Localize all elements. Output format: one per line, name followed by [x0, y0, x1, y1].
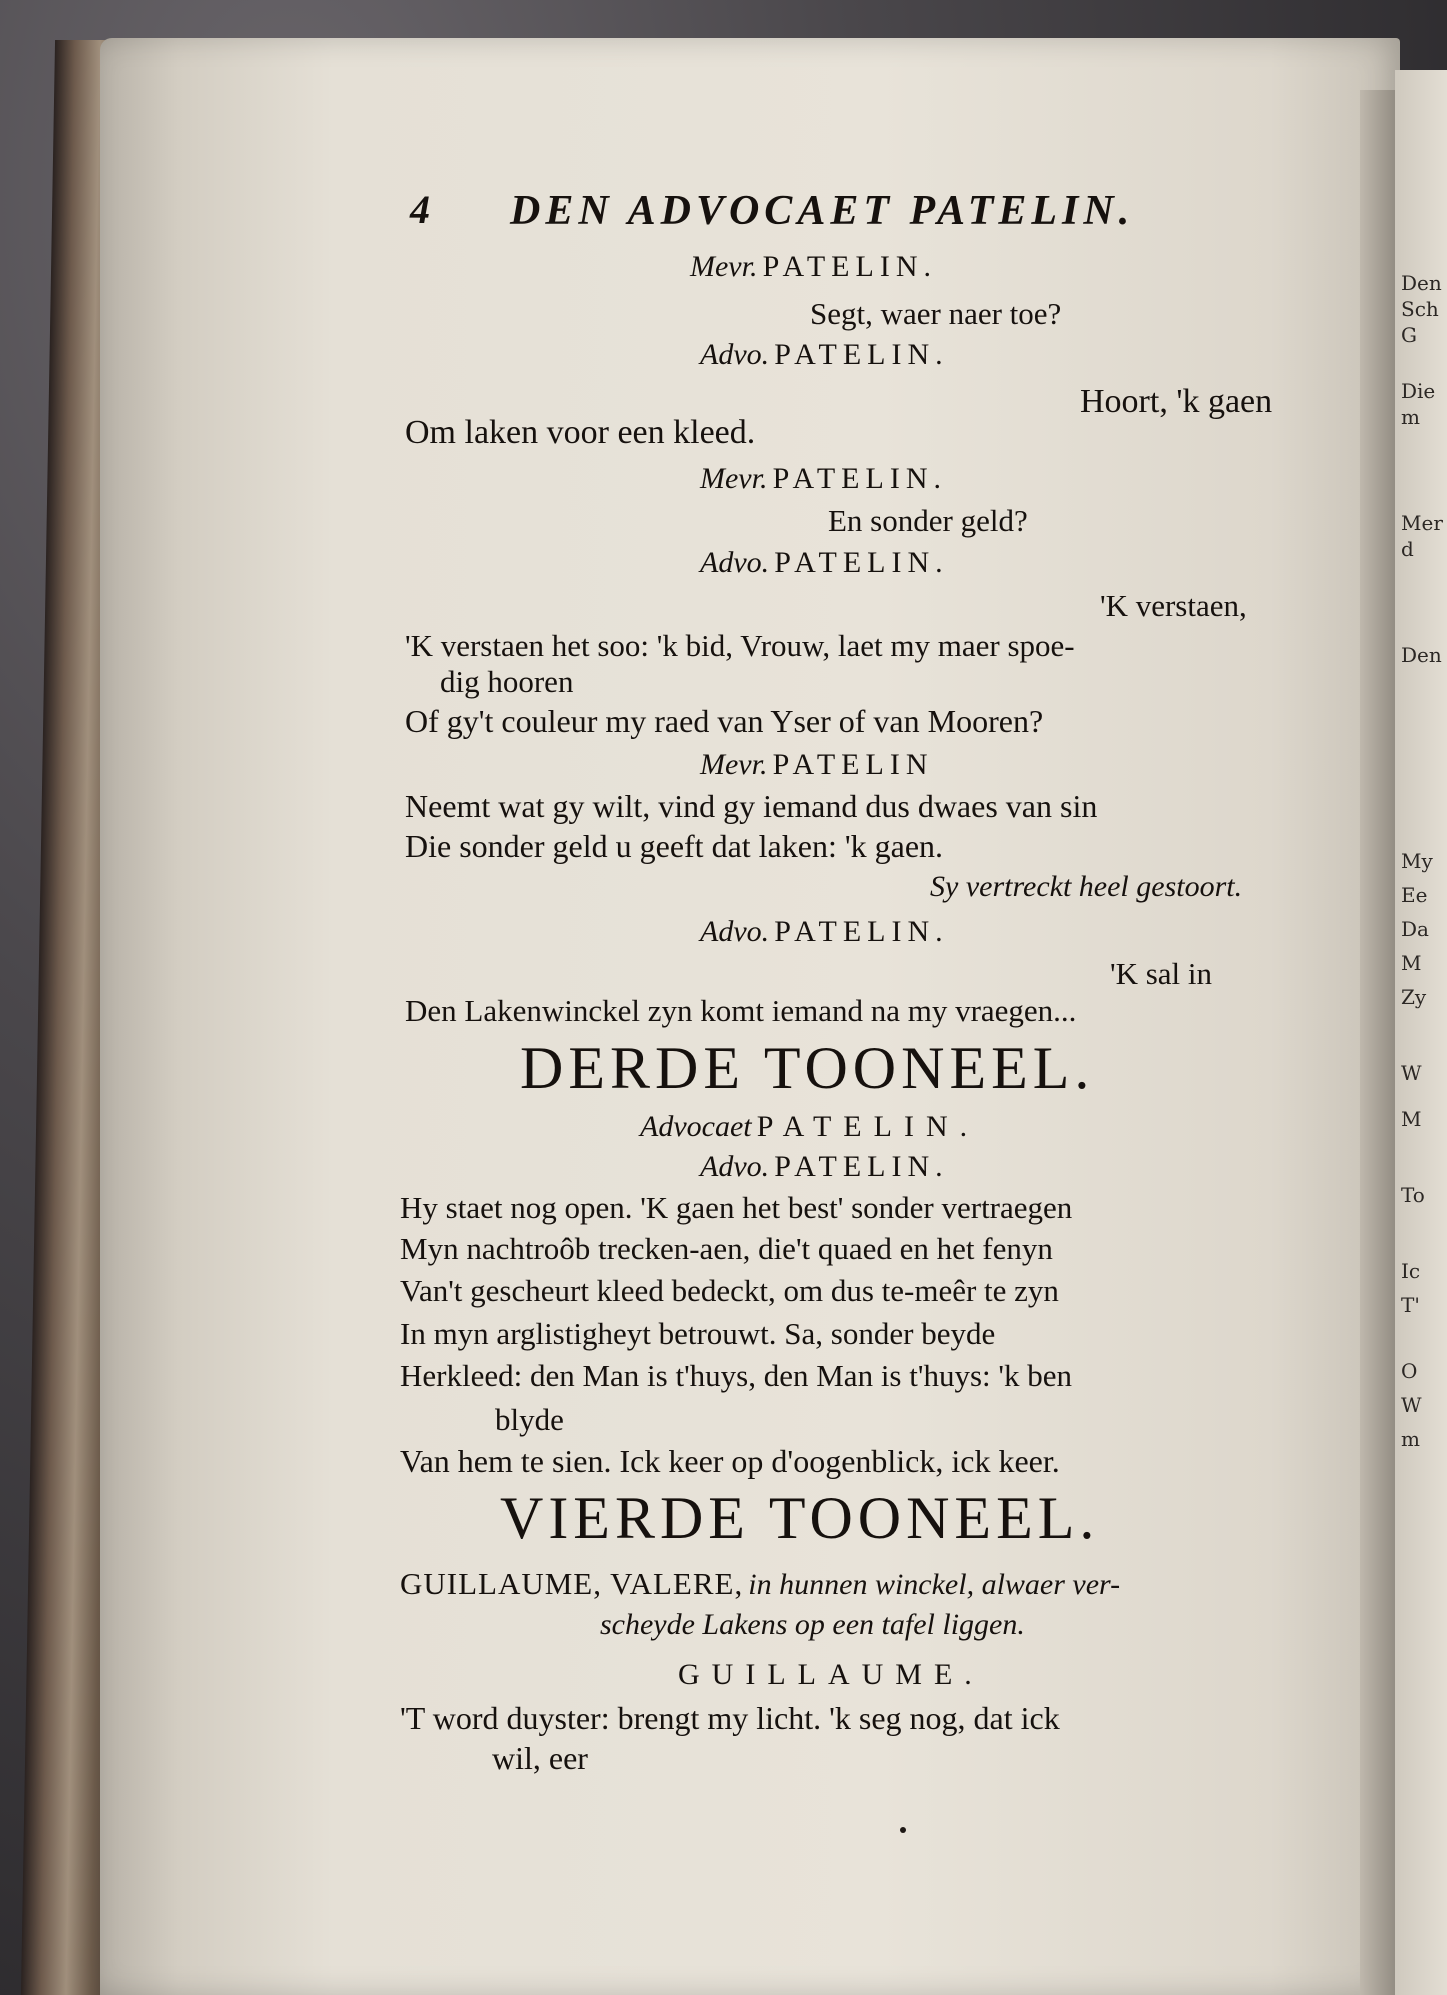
facing-fragment: M: [1401, 951, 1422, 975]
ink-speck: [900, 1827, 906, 1833]
speaker-role: Advo.: [700, 915, 770, 948]
facing-fragment: G: [1401, 323, 1417, 347]
verse-line: In myn arglistigheyt betrouwt. Sa, sonder beyde: [400, 1316, 996, 1351]
facing-fragment: M: [1401, 1107, 1422, 1131]
speaker-line: [700, 548, 949, 578]
verse-line: dig hooren: [440, 664, 574, 699]
character-names: GUILLAUME, VALERE,: [400, 1566, 744, 1601]
speaker-name: PATELIN.: [774, 915, 949, 948]
verse-line: 'K verstaen,: [1100, 588, 1247, 623]
stage-direction: Sy vertreckt heel gestoort.: [930, 870, 1243, 903]
facing-fragment: m: [1401, 1427, 1420, 1451]
speaker-line: [690, 252, 937, 282]
verse-line: wil, eer: [492, 1740, 588, 1776]
verse-line: Segt, waer naer toe?: [810, 296, 1062, 331]
facing-fragment: O: [1401, 1359, 1418, 1383]
verse-line: blyde: [495, 1402, 564, 1437]
speaker-line: [700, 340, 949, 370]
facing-fragment: Zy: [1401, 985, 1427, 1009]
speaker-name: PATELIN: [772, 748, 934, 781]
facing-fragment: Den: [1401, 643, 1442, 667]
verse-line: 'T word duyster: brengt my licht. 'k seg nog, dat ick: [400, 1700, 1060, 1736]
speaker-name: PATELIN.: [774, 1150, 949, 1183]
speaker-role: Advo.: [700, 546, 770, 579]
speaker-role: Advocaet: [640, 1110, 752, 1143]
verse-line: En sonder geld?: [828, 503, 1028, 538]
speaker-role: Mevr.: [690, 250, 758, 283]
verse-line: Die sonder geld u geeft dat laken: 'k gaen.: [405, 828, 944, 864]
speaker-name: PATELIN.: [762, 250, 937, 283]
stage-direction: in hunnen winckel, alwaer ver-: [748, 1568, 1121, 1601]
scene-heading: VIERDE TOONEEL.: [500, 1485, 1100, 1551]
facing-fragment: T': [1401, 1293, 1420, 1317]
facing-fragment: Ee: [1401, 883, 1428, 907]
speaker-name: PATELIN.: [774, 546, 949, 579]
speaker-name: PATELIN.: [772, 462, 947, 495]
verse-line: Herkleed: den Man is t'huys, den Man is t'huys: 'k ben: [400, 1358, 1072, 1393]
speaker-line: [700, 917, 949, 947]
verse-line: Van't gescheurt kleed bedeckt, om dus te-meêr te zyn: [400, 1273, 1059, 1308]
speaker-line: [640, 1112, 979, 1142]
facing-fragment: Die m: [1401, 379, 1436, 429]
scene-heading: DERDE TOONEEL.: [520, 1035, 1095, 1101]
speaker-name: PATELIN.: [774, 338, 949, 371]
facing-fragment: My: [1401, 849, 1433, 873]
verse-line: Hy staet nog open. 'K gaen het best' sonder vertraegen: [400, 1190, 1073, 1225]
speaker-line: [700, 1152, 949, 1182]
speaker-name: GUILLAUME.: [678, 1658, 984, 1691]
speaker-role: Advo.: [700, 1150, 770, 1183]
verse-line: Hoort, 'k gaen: [1080, 383, 1273, 420]
page-number: 4: [410, 187, 435, 232]
stage-direction-line: [400, 1568, 1120, 1600]
facing-fragment: Mer d: [1401, 511, 1443, 561]
speaker-line: [700, 750, 933, 780]
speaker-role: Mevr.: [700, 462, 768, 495]
stage-direction: scheyde Lakens op een tafel liggen.: [600, 1608, 1025, 1641]
verse-line: 'K sal in: [1110, 956, 1213, 991]
verse-line: Of gy't couleur my raed van Yser of van Mooren?: [405, 703, 1044, 739]
facing-fragment: Ic: [1401, 1259, 1421, 1283]
facing-fragment: W: [1401, 1061, 1422, 1085]
verse-line: Myn nachtroôb trecken-aen, die't quaed en het fenyn: [400, 1231, 1053, 1266]
verse-line: Van hem te sien. Ick keer op d'oogenblick, ick keer.: [400, 1443, 1060, 1479]
verse-line: 'K verstaen het soo: 'k bid, Vrouw, laet my maer spoe-: [405, 628, 1075, 663]
running-title: DEN ADVOCAET PATELIN.: [510, 188, 1135, 234]
verse-line: Om laken voor een kleed.: [405, 414, 756, 451]
speaker-role: Advo.: [700, 338, 770, 371]
speaker-role: Mevr.: [700, 748, 768, 781]
speaker-line: [700, 464, 947, 494]
verse-line: Den Lakenwinckel zyn komt iemand na my vraegen...: [405, 993, 1077, 1028]
verse-line: Neemt wat gy wilt, vind gy iemand dus dwaes van sin: [405, 788, 1098, 824]
facing-fragment: To: [1401, 1183, 1425, 1207]
facing-fragment: Da: [1401, 917, 1429, 941]
facing-fragment: Den Sch: [1401, 271, 1442, 321]
facing-fragment: W: [1401, 1393, 1422, 1417]
speaker-name: PATELIN.: [756, 1110, 980, 1143]
